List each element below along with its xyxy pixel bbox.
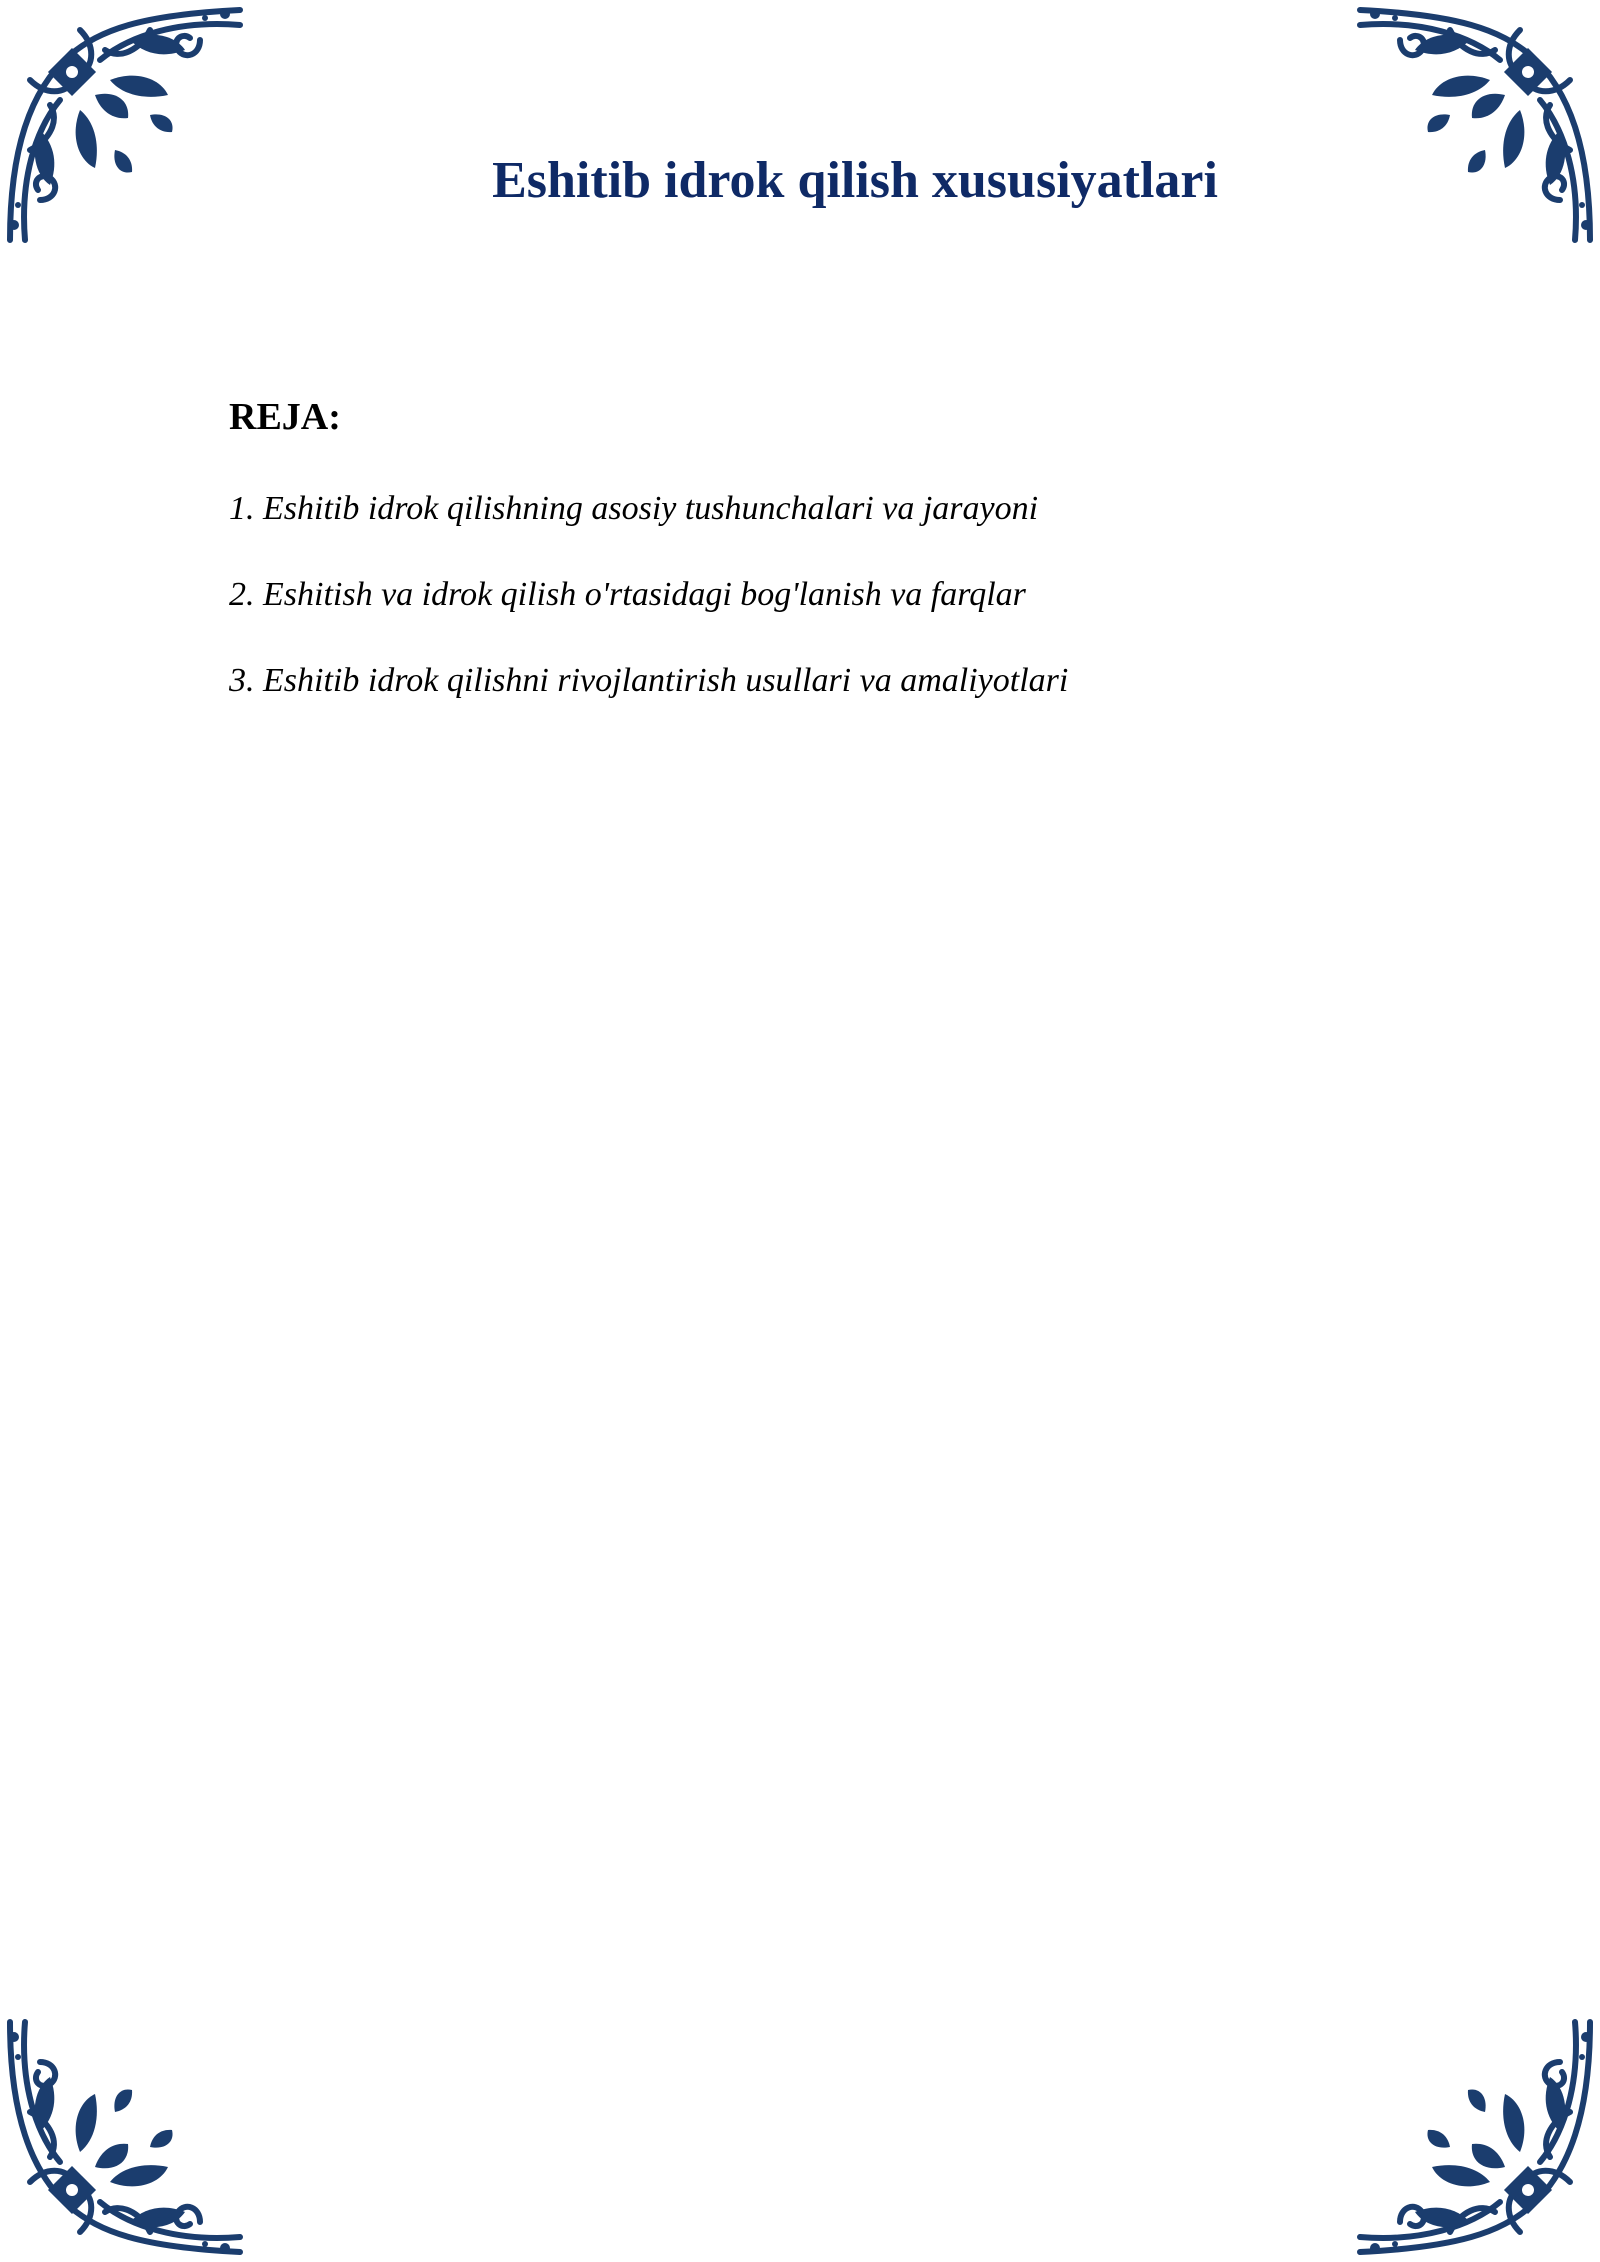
plan-item: 3. Eshitib idrok qilishni rivojlantirish usullari va amaliyotlari (229, 662, 1069, 699)
plan-item: 2. Eshitish va idrok qilish o'rtasidagi bog'lanish va farqlar (229, 576, 1026, 613)
floral-corner-ornament-icon (0, 2002, 260, 2262)
floral-corner-ornament-icon (1340, 0, 1600, 260)
floral-corner-ornament-icon (1340, 2002, 1600, 2262)
document-title: Eshitib idrok qilish xususiyatlari (492, 152, 1218, 209)
plan-list (229, 488, 1068, 746)
floral-corner-ornament-icon (0, 0, 260, 260)
plan-heading: REJA: (229, 396, 341, 438)
plan-item: 1. Eshitib idrok qilishning asosiy tushunchalari va jarayoni (229, 490, 1039, 527)
